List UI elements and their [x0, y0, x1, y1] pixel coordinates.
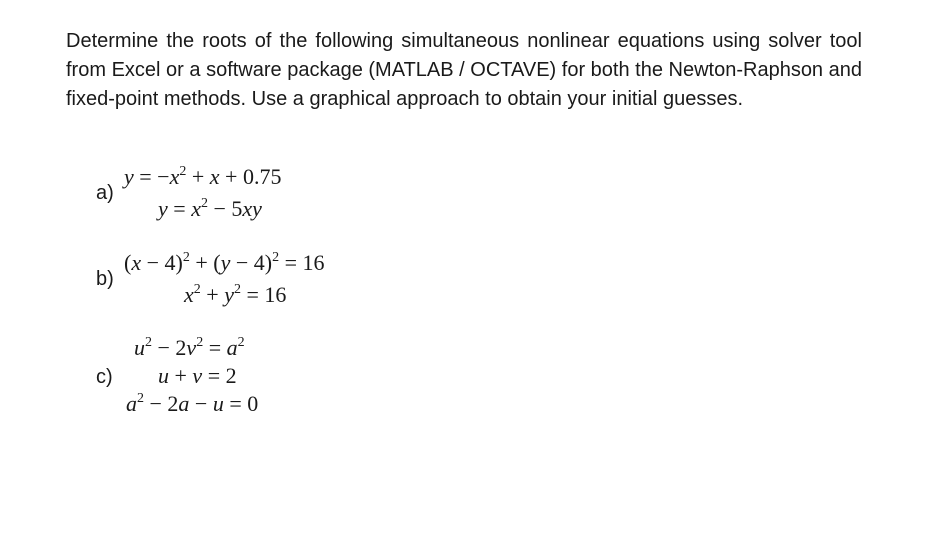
part-b-equation-1: $(x - 4)^2 + (y - 4)^2 = 16$: [124, 250, 325, 275]
part-b-equation-2: $x^2 + y^2 = 16$: [184, 282, 287, 307]
part-a-equation-2: $y = x^2 - 5xy$: [158, 196, 262, 221]
part-c-equation-2: u + v = 2: [158, 363, 237, 388]
part-c-equation-1: $u^2 - 2v^2 = a^2$: [134, 335, 245, 360]
part-b-label: b): [96, 268, 114, 290]
part-a-equation-1: $y = -x^2 + x + 0.75$: [124, 164, 282, 189]
part-c-equation-3: $a^2 - 2a - u = 0$: [126, 391, 259, 416]
part-a-label: a): [96, 182, 114, 204]
part-c-label: c): [96, 366, 113, 388]
problem-statement: Determine the roots of the following simultaneous nonlinear equations using solver tool from Excel or a software package (MATLAB / OCTAVE) for both the Newton-Raphson and fixed-point methods. Use a graphical approach to obtain your initial guesses.: [66, 30, 862, 110]
